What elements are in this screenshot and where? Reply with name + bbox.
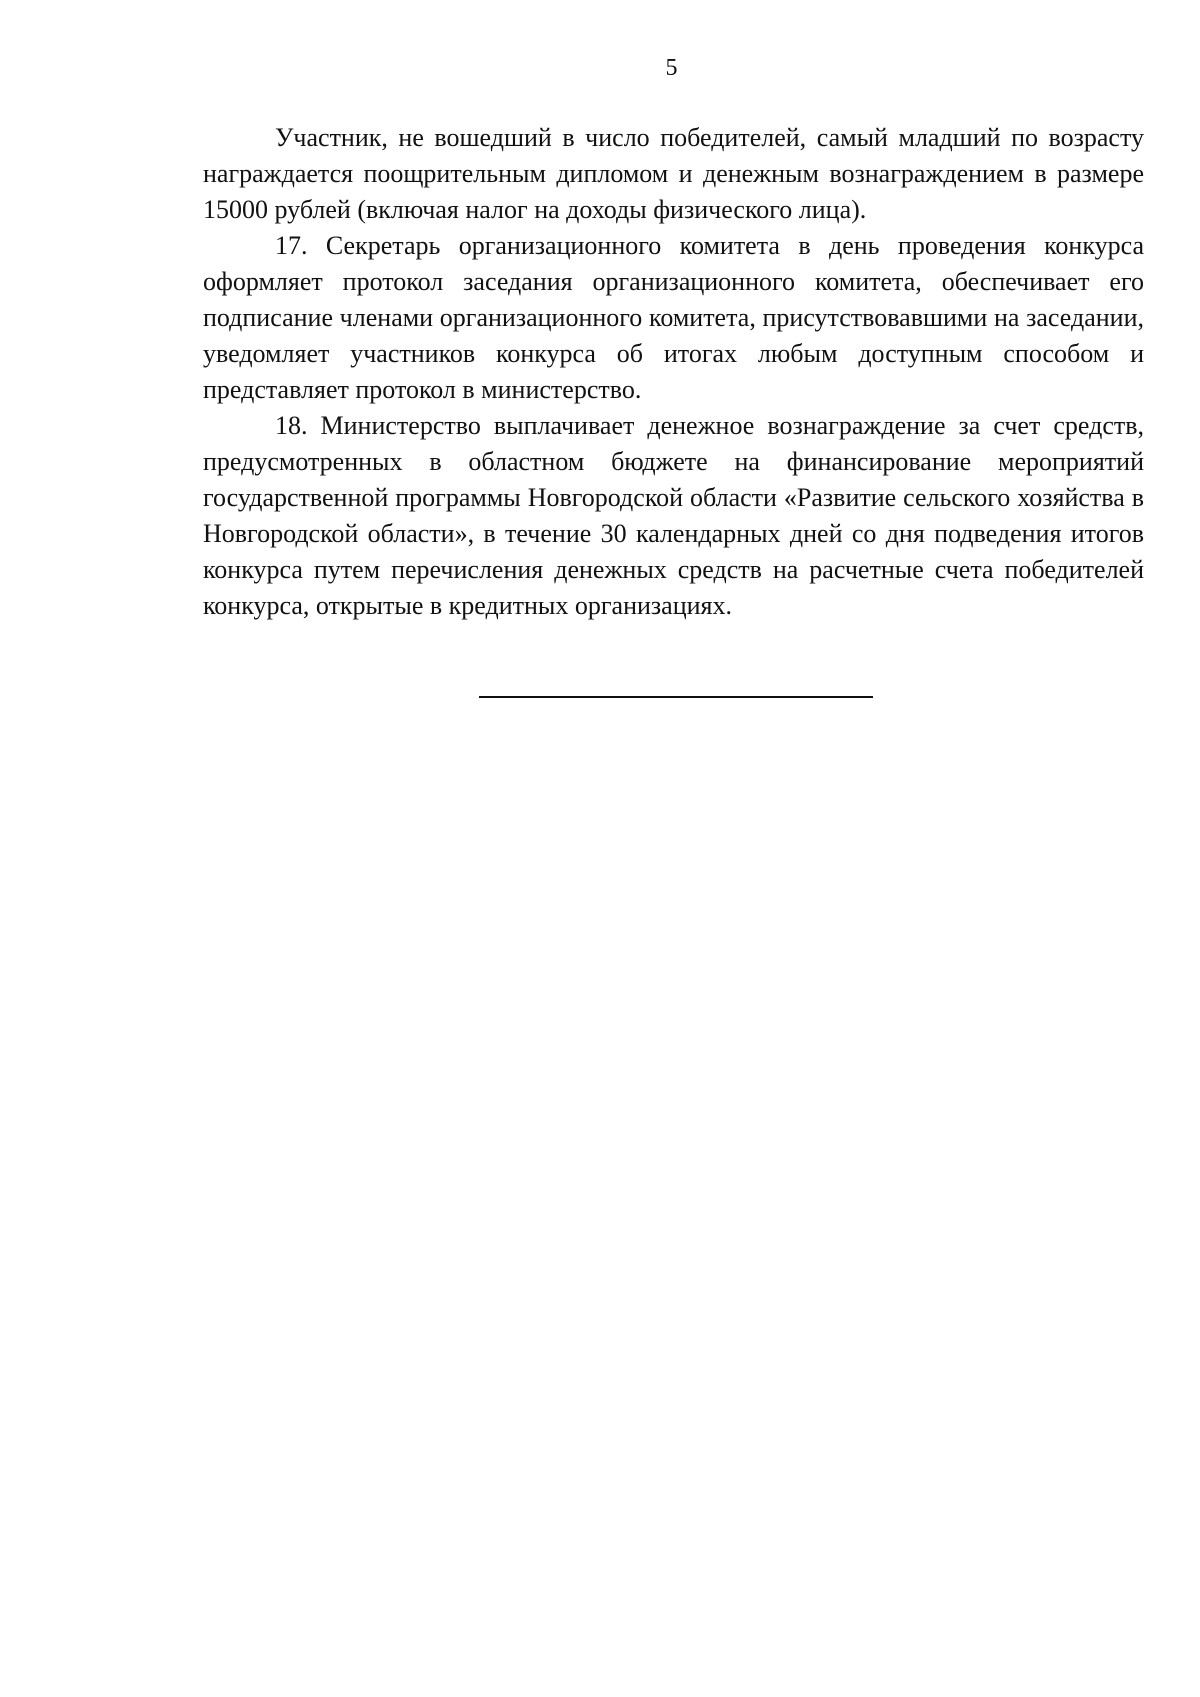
- document-body: [203, 120, 1144, 624]
- page-number: 5: [665, 55, 678, 81]
- end-separator-line: [479, 696, 873, 698]
- paragraph-17-secretary-protocol: 17. Секретарь организационного комитета в день проведения конкурса оформляет протокол заседания организационного комитета, обеспечивает его подписание членами организационного комитета, присутствовавшими на заседании, уведомляет участников конкурса об итогах любым доступным способом и представляет протокол в министерство.: [203, 231, 1144, 404]
- paragraph-18-ministry-payment: 18. Министерство выплачивает денежное вознаграждение за счет средств, предусмотренных в областном бюджете на финансирование мероприятий государственной программы Новгородской области «Развитие сельского хозяйства в Новгородской области», в течение 30 календарных дней со дня подведения итогов конкурса путем перечисления денежных средств на расчетные счета победителей конкурса, открытые в кредитных организациях.: [203, 411, 1144, 620]
- paragraph-encouragement-award: Участник, не вошедший в число победителей, самый младший по возрасту награждается поощрительным дипломом и денежным вознаграждением в размере 15000 рублей (включая налог на доходы физического лица).: [203, 123, 1144, 224]
